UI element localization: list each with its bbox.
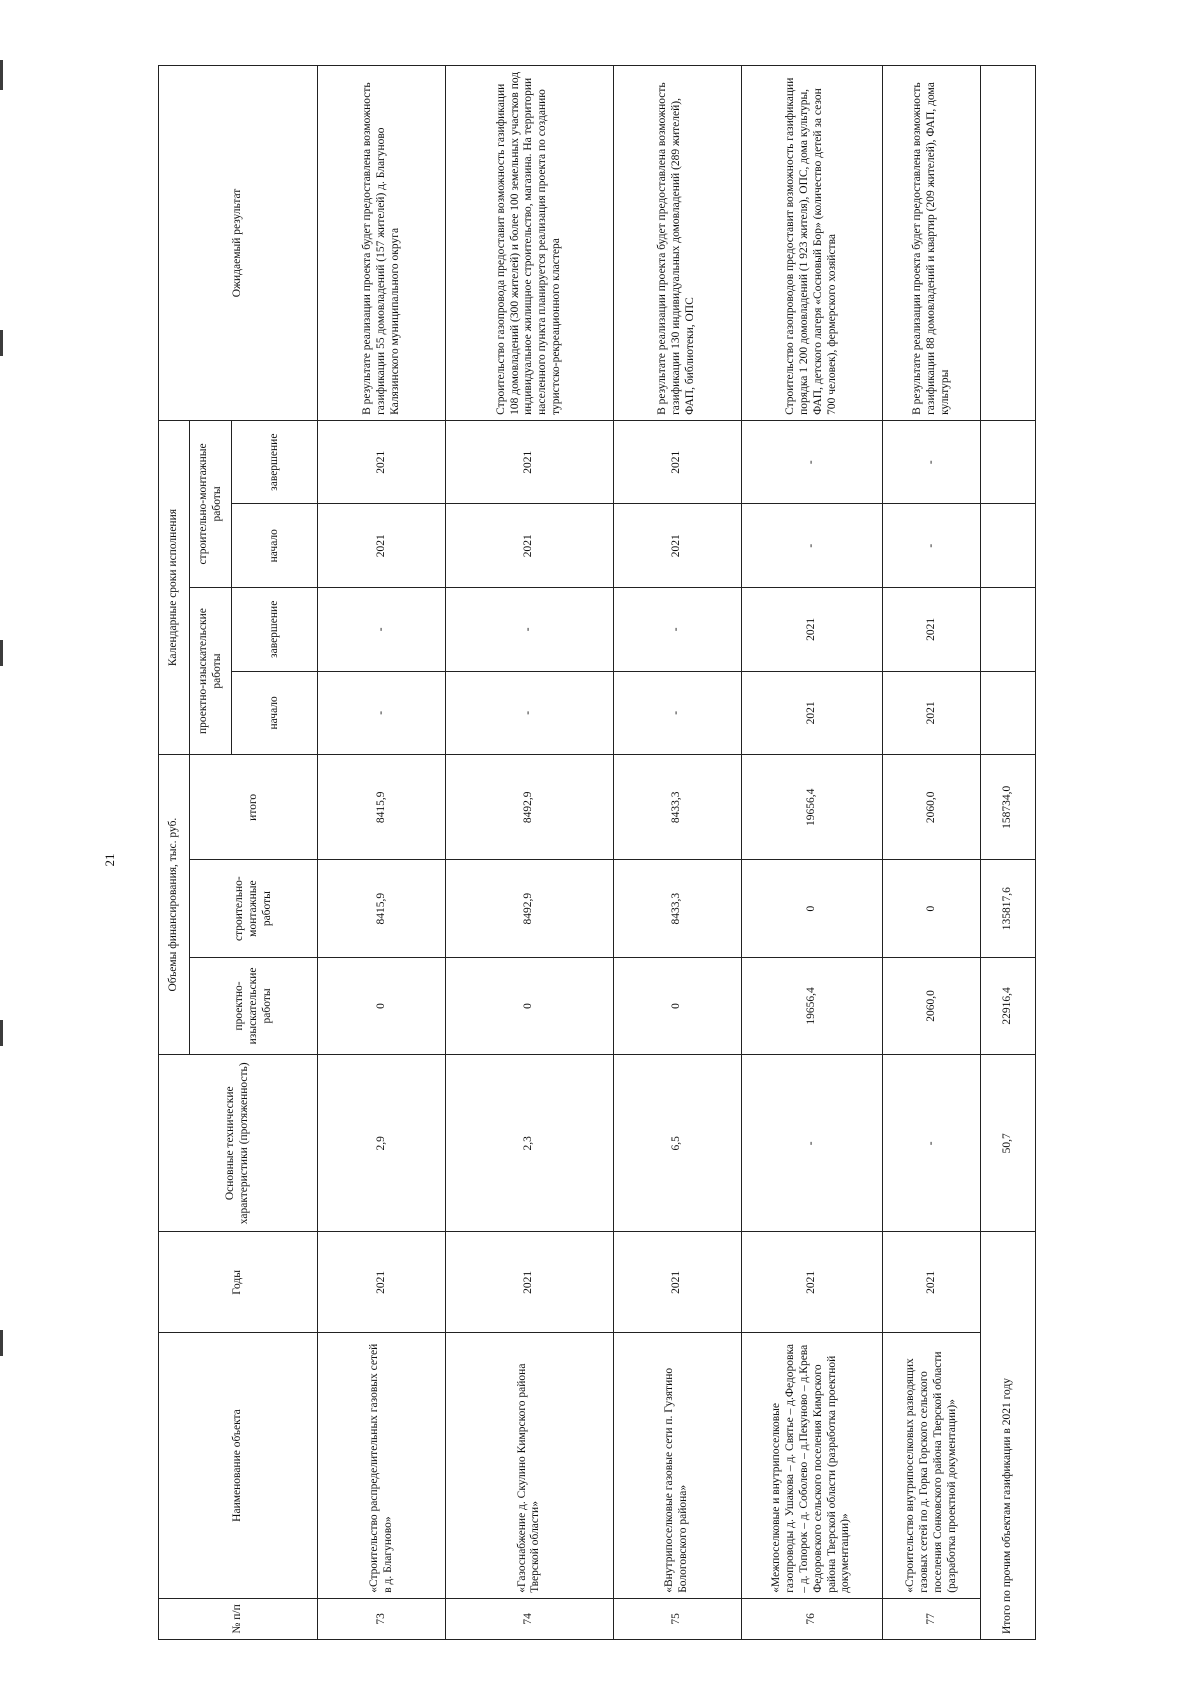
- header-pir-start: начало: [232, 671, 318, 755]
- header-num: № п/п: [159, 1598, 318, 1639]
- header-calendar: Календарные сроки исполнения: [159, 420, 190, 754]
- row-pir-start: -: [318, 671, 446, 755]
- row-object-name: «Внутрипоселковые газовые сети п. Гузятино Бологовского района»: [613, 1333, 741, 1599]
- total-funding-total: 158734,0: [981, 755, 1036, 860]
- total-empty-cell: [981, 420, 1036, 504]
- table-row: [882, 66, 980, 1640]
- page-number: 21: [102, 853, 117, 867]
- row-result: Строительство газопровода предоставит возможность газификации 108 домовладений (300 жителей) и более 100 земельных участков под индивидуальное жилищное строительство, магазина. На территории населенного пункта планируется реализация проекта по созданию туристско-рекреационного кластера: [446, 66, 614, 421]
- row-pir-start: 2021: [741, 671, 882, 755]
- row-num: 76: [741, 1598, 882, 1639]
- header-cal-smr: строительно-монтажные работы: [190, 420, 232, 587]
- row-tech: 2,9: [318, 1055, 446, 1232]
- row-tech: 2,3: [446, 1055, 614, 1232]
- row-smr-end: -: [882, 420, 980, 504]
- row-result: В результате реализации проекта будет предоставлена возможность газификации 130 индивидуальных домовладений (289 жителей), ФАП, библиотеки, ОПС: [613, 66, 741, 421]
- row-pir-end: -: [613, 588, 741, 672]
- row-funding-smr: 0: [882, 860, 980, 957]
- row-funding-pir: 0: [318, 957, 446, 1054]
- row-result: Строительство газопроводов предоставит возможность газификации порядка 1 200 домовладений (1 923 жителя), ОПС, дома культуры, ФАП, детского лагеря «Сосновый Бор» (количество детей за сезон 700 человек), фермерского хозяйства: [741, 66, 882, 421]
- row-pir-start: 2021: [882, 671, 980, 755]
- total-empty-cell: [981, 66, 1036, 421]
- gasification-table: [158, 65, 1036, 1640]
- header-result: Ожидаемый результат: [159, 66, 318, 421]
- scan-edge-mark: [0, 640, 3, 666]
- row-funding-pir: 2060,0: [882, 957, 980, 1054]
- row-pir-start: -: [613, 671, 741, 755]
- row-funding-total: 8415,9: [318, 755, 446, 860]
- scan-edge-mark: [0, 1330, 3, 1356]
- table-row: [318, 66, 446, 1640]
- total-funding-smr: 135817,6: [981, 860, 1036, 957]
- header-smr-start: начало: [232, 504, 318, 588]
- total-label: Итого по прочим объектам газификации в 2021 году: [981, 1232, 1036, 1640]
- row-num: 74: [446, 1598, 614, 1639]
- row-smr-end: 2021: [613, 420, 741, 504]
- row-funding-total: 8492,9: [446, 755, 614, 860]
- row-year: 2021: [446, 1232, 614, 1333]
- table-row: [741, 66, 882, 1640]
- table-row: [446, 66, 614, 1640]
- header-cal-pir: проектно-изыскательские работы: [190, 588, 232, 755]
- scan-edge-mark: [0, 330, 3, 356]
- row-tech: -: [882, 1055, 980, 1232]
- row-object-name: «Газоснабжение д. Скулино Кимрского района Тверской области»: [446, 1333, 614, 1599]
- row-num: 75: [613, 1598, 741, 1639]
- row-smr-start: 2021: [446, 504, 614, 588]
- row-smr-start: -: [882, 504, 980, 588]
- header-funding-total: итого: [190, 755, 318, 860]
- rotated-table-container: [158, 65, 1036, 1640]
- table-row: [613, 66, 741, 1640]
- row-funding-smr: 8433,3: [613, 860, 741, 957]
- row-smr-end: -: [741, 420, 882, 504]
- row-pir-end: 2021: [882, 588, 980, 672]
- row-funding-pir: 0: [613, 957, 741, 1054]
- total-row: [981, 66, 1036, 1640]
- row-object-name: «Строительство распределительных газовых сетей в д. Благуново»: [318, 1333, 446, 1599]
- row-smr-start: -: [741, 504, 882, 588]
- row-funding-smr: 0: [741, 860, 882, 957]
- row-object-name: «Строительство внутрипоселковых разводящих газовых сетей по д. Горка Горского сельского поселения Сонковского района Тверской области (разработка проектной документации)»: [882, 1333, 980, 1599]
- total-funding-pir: 22916,4: [981, 957, 1036, 1054]
- row-pir-end: 2021: [741, 588, 882, 672]
- row-smr-end: 2021: [446, 420, 614, 504]
- row-pir-end: -: [446, 588, 614, 672]
- header-tech: Основные технические характеристики (протяженность): [159, 1055, 318, 1232]
- row-tech: -: [741, 1055, 882, 1232]
- row-year: 2021: [613, 1232, 741, 1333]
- row-smr-start: 2021: [318, 504, 446, 588]
- header-years: Годы: [159, 1232, 318, 1333]
- scan-edge-mark: [0, 60, 3, 90]
- row-funding-total: 2060,0: [882, 755, 980, 860]
- row-funding-total: 8433,3: [613, 755, 741, 860]
- total-tech: 50,7: [981, 1055, 1036, 1232]
- total-empty-cell: [981, 671, 1036, 755]
- header-funding-smr: строительно-монтажные работы: [190, 860, 318, 957]
- row-funding-smr: 8492,9: [446, 860, 614, 957]
- row-tech: 6,5: [613, 1055, 741, 1232]
- row-object-name: «Межпоселковые и внутрипоселковые газопроводы д. Ушакова – д. Святье – д.Федоровка – д. Топорок – д. Соболево – д.Пекуново – д.Крева Федоровского сельского поселения Кимрского района Тверской области (разработка проектной документации)»: [741, 1333, 882, 1599]
- row-result: В результате реализации проекта будет предоставлена возможность газификации 88 домовладений и квартир (209 жителей), ФАП, дома культуры: [882, 66, 980, 421]
- row-smr-end: 2021: [318, 420, 446, 504]
- header-funding-pir: проектно-изыскательские работы: [190, 957, 318, 1054]
- total-empty-cell: [981, 588, 1036, 672]
- header-name: Наименование объекта: [159, 1333, 318, 1599]
- row-year: 2021: [318, 1232, 446, 1333]
- row-num: 73: [318, 1598, 446, 1639]
- row-funding-smr: 8415,9: [318, 860, 446, 957]
- row-smr-start: 2021: [613, 504, 741, 588]
- row-result: В результате реализации проекта будет предоставлена возможность газификации 55 домовладений (157 жителей) д. Благуново Калязинского муниципального округа: [318, 66, 446, 421]
- header-row: [159, 66, 190, 1640]
- row-year: 2021: [741, 1232, 882, 1333]
- row-funding-total: 19656,4: [741, 755, 882, 860]
- row-pir-start: -: [446, 671, 614, 755]
- row-num: 77: [882, 1598, 980, 1639]
- row-funding-pir: 19656,4: [741, 957, 882, 1054]
- row-funding-pir: 0: [446, 957, 614, 1054]
- row-pir-end: -: [318, 588, 446, 672]
- row-year: 2021: [882, 1232, 980, 1333]
- header-pir-end: завершение: [232, 588, 318, 672]
- header-smr-end: завершение: [232, 420, 318, 504]
- total-empty-cell: [981, 504, 1036, 588]
- header-funding: Объемы финансирования, тыс. руб.: [159, 755, 190, 1055]
- scan-edge-mark: [0, 1020, 3, 1046]
